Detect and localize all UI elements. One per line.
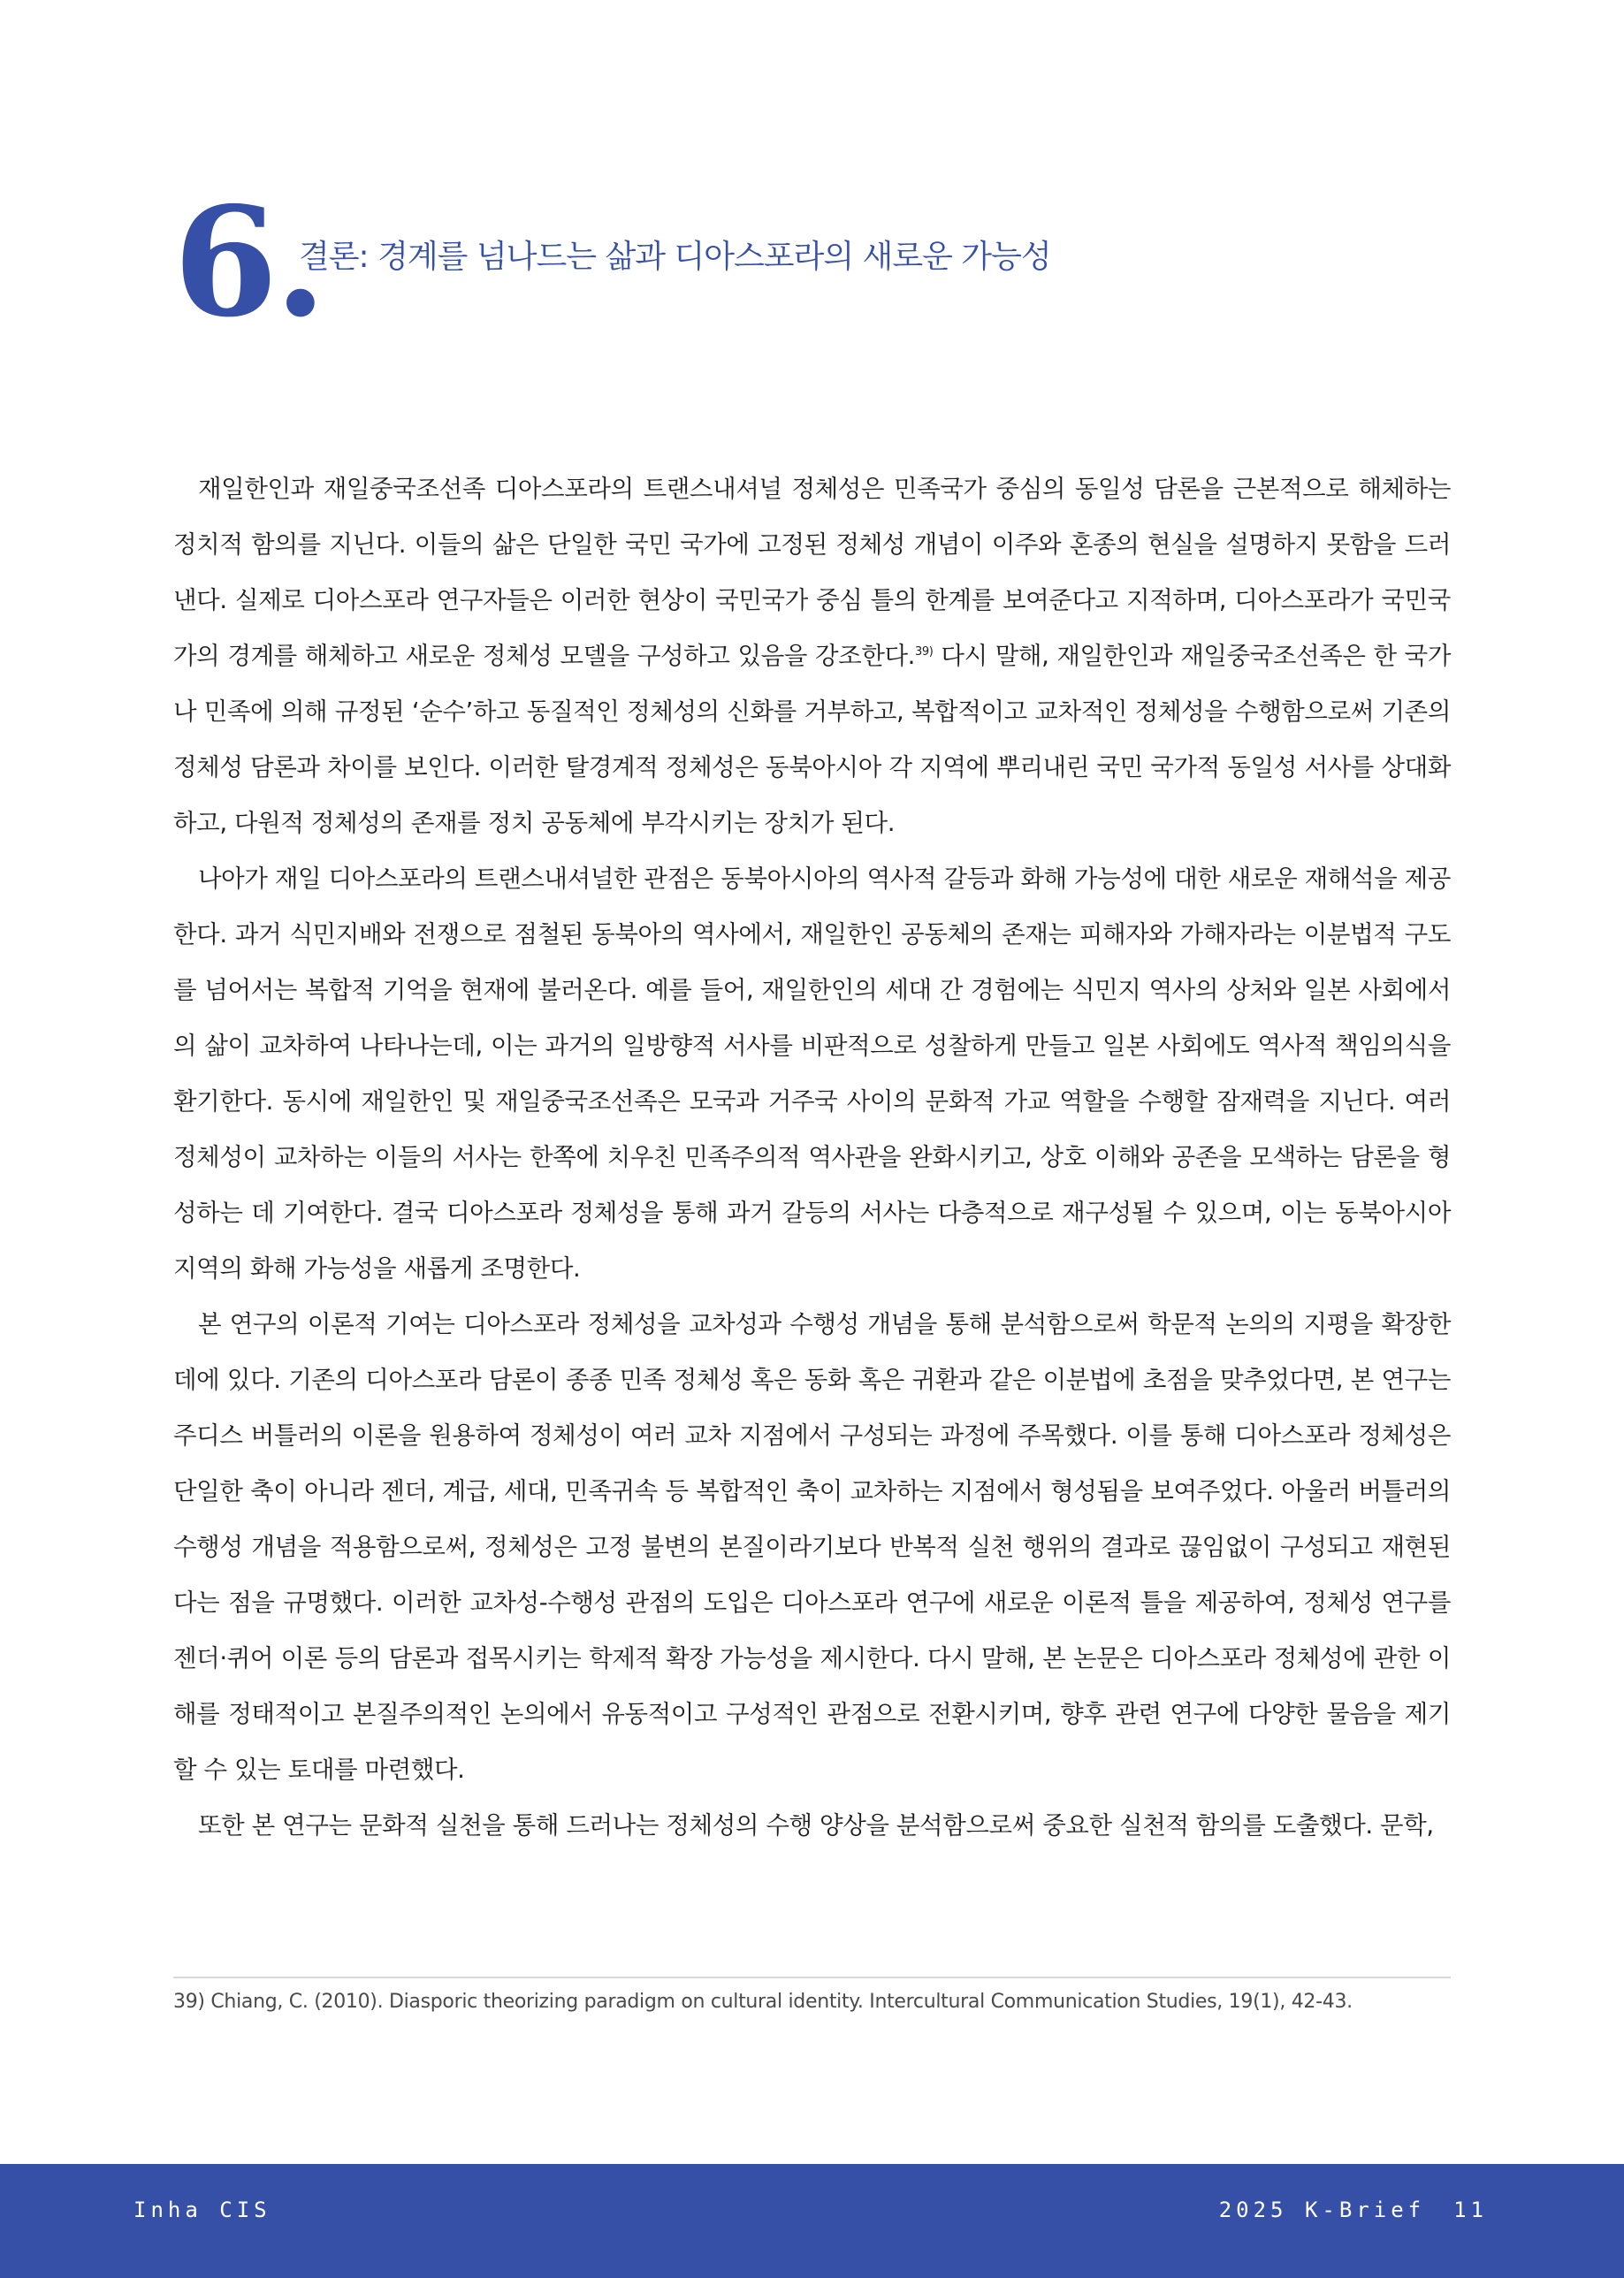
paragraph-4: 또한 본 연구는 문화적 실천을 통해 드러나는 정체성의 수행 양상을 분석함으로써 중요한 실천적 함의를 도출했다. 문학, (198, 1811, 1434, 1840)
footnote: 39) Chiang, C. (2010). Diasporic theorizing paradigm on cultural identity. Intercultural Communication Studies, 19(1), 42-43. (173, 1991, 1353, 2013)
paragraph-1-part-2: 다시 말해, 재일한인과 재일중국조선족은 한 국가나 민족에 의해 규정된 ‘순수’하고 동질적인 정체성의 신화를 거부하고, 복합적이고 교차적인 정체성을 수행함으로써 기존의 정체성 담론과 차이를 보인다. 이러한 탈경계적 정체성은 동북아시아 각 지역에 뿌리내린 국민 국가적 동일성 서사를 상대화하고, 다원적 정체성의 존재를 정치 공동체에 부각시키는 장치가 된다. (173, 642, 1451, 837)
page-number: 11 (1453, 2198, 1488, 2222)
footer-title: 2025 K-Brief (1218, 2198, 1426, 2222)
footnote-reference[interactable]: 39) (915, 644, 934, 659)
section-title: 결론: 경계를 넘나드는 삶과 디아스포라의 새로운 가능성 (299, 239, 1051, 275)
body-text (173, 461, 1451, 1854)
paragraph-2: 나아가 재일 디아스포라의 트랜스내셔널한 관점은 동북아시아의 역사적 갈등과 화해 가능성에 대한 새로운 재해석을 제공한다. 과거 식민지배와 전쟁으로 점철된 동북아의 역사에서, 재일한인 공동체의 존재는 피해자와 가해자라는 이분법적 구도를 넘어서는 복합적 기억을 현재에 불러온다. 예를 들어, 재일한인의 세대 간 경험에는 식민지 역사의 상처와 일본 사회에서의 삶이 교차하여 나타나는데, 이는 과거의 일방향적 서사를 비판적으로 성찰하게 만들고 일본 사회에도 역사적 책임의식을 환기한다. 동시에 재일한인 및 재일중국조선족은 모국과 거주국 사이의 문화적 가교 역할을 수행할 잠재력을 지닌다. 여러 정체성이 교차하는 이들의 서사는 한쪽에 치우친 민족주의적 역사관을 완화시키고, 상호 이해와 공존을 모색하는 담론을 형성하는 데 기여한다. 결국 디아스포라 정체성을 통해 과거 갈등의 서사는 다층적으로 재구성될 수 있으며, 이는 동북아시아 지역의 화해 가능성을 새롭게 조명한다. (173, 865, 1451, 1283)
paragraph-1 (173, 461, 1451, 851)
footer-publication (1219, 2198, 1488, 2222)
section-number: 6. (173, 174, 324, 351)
paragraph-3: 본 연구의 이론적 기여는 디아스포라 정체성을 교차성과 수행성 개념을 통해 분석함으로써 학문적 논의의 지평을 확장한 데에 있다. 기존의 디아스포라 담론이 종종 민족 정체성 혹은 동화 혹은 귀환과 같은 이분법에 초점을 맞추었다면, 본 연구는 주디스 버틀러의 이론을 원용하여 정체성이 여러 교차 지점에서 구성되는 과정에 주목했다. 이를 통해 디아스포라 정체성은 단일한 축이 아니라 젠더, 계급, 세대, 민족귀속 등 복합적인 축이 교차하는 지점에서 형성됨을 보여주었다. 아울러 버틀러의 수행성 개념을 적용함으로써, 정체성은 고정 불변의 본질이라기보다 반복적 실천 행위의 결과로 끊임없이 구성되고 재현된다는 점을 규명했다. 이러한 교차성-수행성 관점의 도입은 디아스포라 연구에 새로운 이론적 틀을 제공하여, 정체성 연구를 젠더·퀴어 이론 등의 담론과 접목시키는 학제적 확장 가능성을 제시한다. 다시 말해, 본 논문은 디아스포라 정체성에 관한 이해를 정태적이고 본질주의적인 논의에서 유동적이고 구성적인 관점으로 전환시키며, 향후 관련 연구에 다양한 물음을 제기할 수 있는 토대를 마련했다. (173, 1310, 1451, 1784)
paragraph-1-part-1: 재일한인과 재일중국조선족 디아스포라의 트랜스내셔널 정체성은 민족국가 중심의 동일성 담론을 근본적으로 해체하는 정치적 함의를 지닌다. 이들의 삶은 단일한 국민 국가에 고정된 정체성 개념이 이주와 혼종의 현실을 설명하지 못함을 드러낸다. 실제로 디아스포라 연구자들은 이러한 현상이 국민국가 중심 틀의 한계를 보여준다고 지적하며, 디아스포라가 국민국가의 경계를 해체하고 새로운 정체성 모델을 구성하고 있음을 강조한다. (173, 475, 1451, 670)
footnote-divider (173, 1977, 1451, 1978)
footer-publisher: Inha CIS (133, 2198, 271, 2222)
